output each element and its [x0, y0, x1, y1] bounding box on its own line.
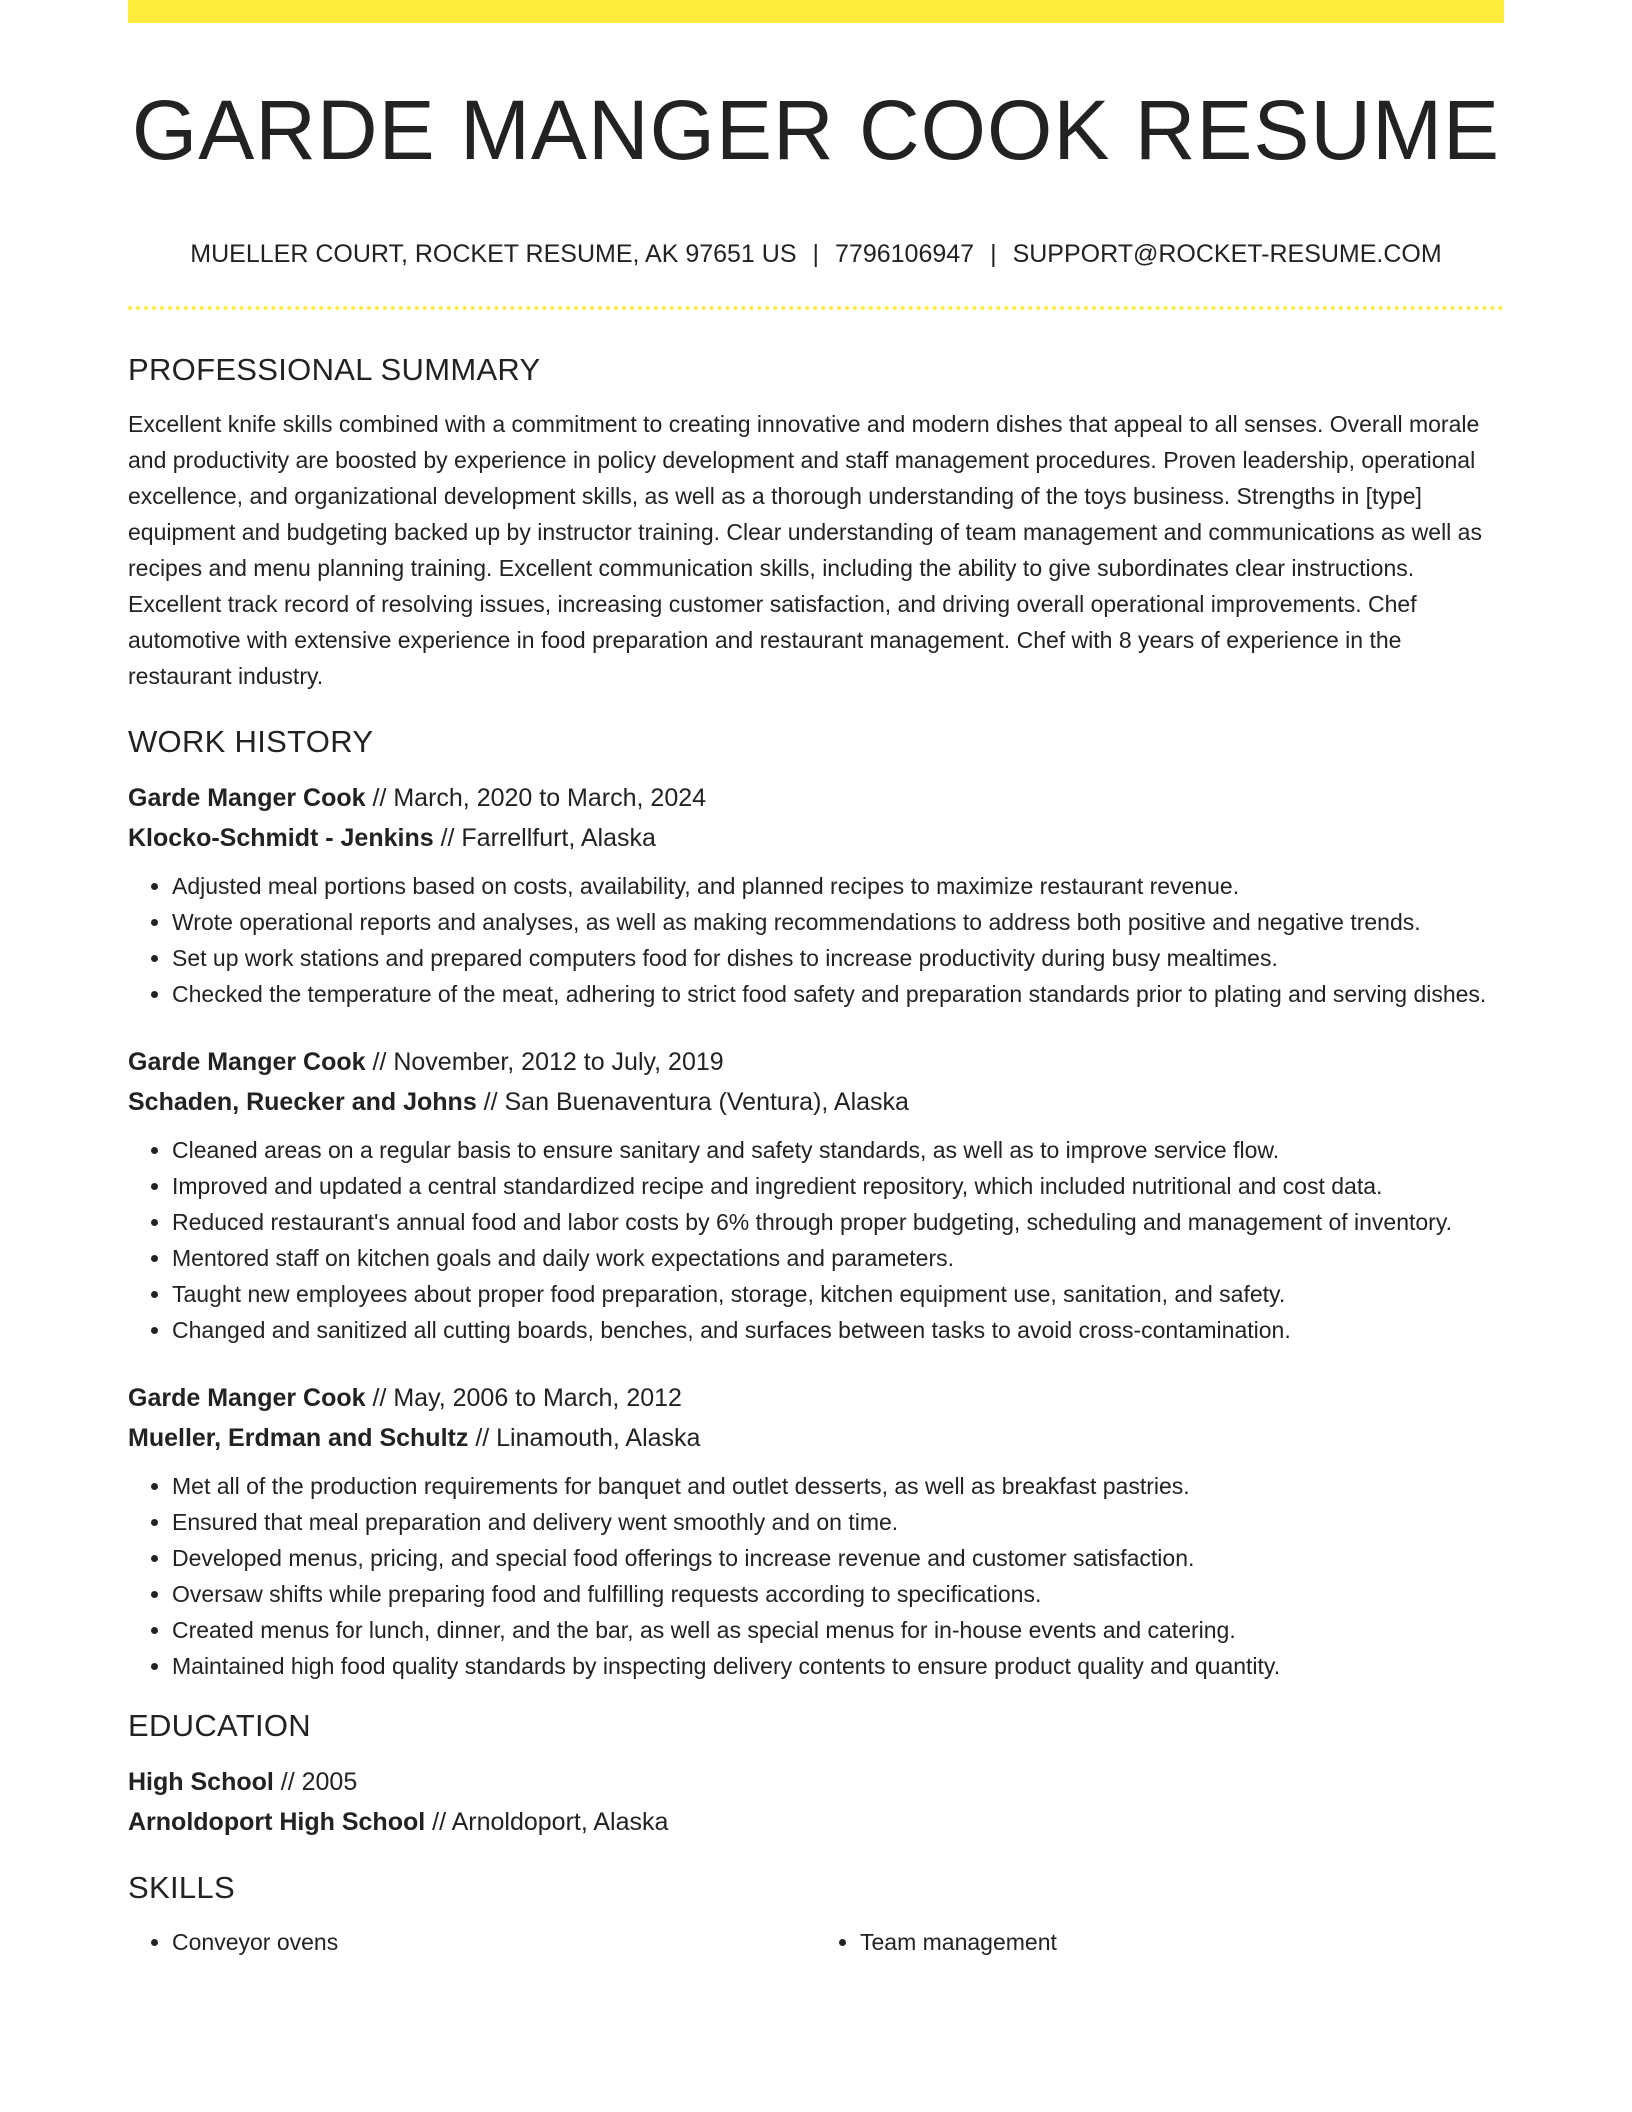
job-title-line [128, 1378, 1504, 1418]
job-company: Mueller, Erdman and Schultz [128, 1424, 469, 1452]
job-entry [128, 1042, 1504, 1348]
job-title: Garde Manger Cook [128, 1048, 366, 1076]
resume-title: GARDE MANGER COOK RESUME [131, 83, 1501, 177]
job-bullet: • Oversaw shifts while preparing food and fulfilling requests according to specifications. [172, 1576, 1504, 1612]
skills-left-list [128, 1924, 816, 1960]
education-school-line [128, 1802, 1504, 1842]
job-location: // Farrellfurt, Alaska [440, 824, 656, 852]
job-company-line [128, 1418, 1504, 1458]
job-bullet: • Set up work stations and prepared computers food for dishes to increase productivity during busy mealtimes. [172, 940, 1504, 976]
job-entry [128, 1378, 1504, 1684]
skill-item: • Conveyor ovens [172, 1924, 816, 1960]
job-bullet: • Checked the temperature of the meat, adhering to strict food safety and preparation standards prior to plating and serving dishes. [172, 976, 1504, 1012]
job-title: Garde Manger Cook [128, 1384, 366, 1412]
job-dates: // May, 2006 to March, 2012 [372, 1384, 682, 1412]
job-bullet: • Developed menus, pricing, and special food offerings to increase revenue and customer satisfaction. [172, 1540, 1504, 1576]
job-bullet: • Adjusted meal portions based on costs, availability, and planned recipes to maximize restaurant revenue. [172, 868, 1504, 904]
job-bullet: • Created menus for lunch, dinner, and the bar, as well as special menus for in-house events and catering. [172, 1612, 1504, 1648]
job-location: // San Buenaventura (Ventura), Alaska [483, 1088, 909, 1116]
contact-line [128, 236, 1504, 272]
education-year: // 2005 [280, 1768, 358, 1796]
job-bullet: • Wrote operational reports and analyses, as well as making recommendations to address both positive and negative trends. [172, 904, 1504, 940]
education-school: Arnoldoport High School [128, 1808, 426, 1836]
skills-right-list [816, 1924, 1504, 1960]
job-bullet: • Met all of the production requirements for banquet and outlet desserts, as well as breakfast pastries. [172, 1468, 1504, 1504]
job-bullet: • Reduced restaurant's annual food and labor costs by 6% through proper budgeting, scheduling and management of inventory. [172, 1204, 1504, 1240]
job-bullet: • Taught new employees about proper food preparation, storage, kitchen equipment use, sanitation, and safety. [172, 1276, 1504, 1312]
accent-bar [128, 0, 1504, 23]
job-location: // Linamouth, Alaska [475, 1424, 701, 1452]
job-bullets [128, 868, 1504, 1012]
skill-item: • Team management [860, 1924, 1504, 1960]
contact-email: SUPPORT@ROCKET-RESUME.COM [1012, 240, 1442, 268]
job-dates: // March, 2020 to March, 2024 [372, 784, 707, 812]
resume-body [128, 350, 1504, 1960]
contact-separator: | [812, 240, 820, 268]
job-bullet: • Improved and updated a central standardized recipe and ingredient repository, which included nutritional and cost data. [172, 1168, 1504, 1204]
contact-address: MUELLER COURT, ROCKET RESUME, AK 97651 US [190, 240, 797, 268]
skills-heading: SKILLS [128, 1870, 235, 1905]
education-degree-line [128, 1762, 1504, 1802]
contact-separator: | [990, 240, 997, 268]
education-degree: High School [128, 1768, 274, 1796]
job-entry [128, 778, 1504, 1012]
job-bullets [128, 1468, 1504, 1684]
education-entry [128, 1762, 1504, 1842]
job-company: Klocko-Schmidt - Jenkins [128, 824, 434, 852]
summary-text: Excellent knife skills combined with a commitment to creating innovative and modern dishes that appeal to all senses. Overall morale and productivity are boosted by experience in policy development and staff management procedures. Proven leadership, operational excellence, and organizational development skills, as well as a thorough understanding of the toys business. Strengths in [type] equipment and budgeting backed up by instructor training. Clear understanding of team management and communications as well as recipes and menu planning training. Excellent communication skills, including the ability to give subordinates clear instructions. Excellent track record of resolving issues, increasing customer satisfaction, and driving overall operational improvements. Chef automotive with extensive experience in food preparation and restaurant management. Chef with 8 years of experience in the restaurant industry. [128, 411, 1482, 689]
job-company: Schaden, Ruecker and Johns [128, 1088, 477, 1116]
job-dates: // November, 2012 to July, 2019 [372, 1048, 724, 1076]
job-bullet: • Mentored staff on kitchen goals and daily work expectations and parameters. [172, 1240, 1504, 1276]
job-bullet: • Maintained high food quality standards by inspecting delivery contents to ensure product quality and quantity. [172, 1648, 1504, 1684]
work-history-heading: WORK HISTORY [128, 724, 374, 759]
job-title-line [128, 778, 1504, 818]
summary-heading: PROFESSIONAL SUMMARY [128, 352, 541, 387]
job-bullets [128, 1132, 1504, 1348]
dotted-divider [128, 306, 1504, 310]
education-heading: EDUCATION [128, 1708, 311, 1743]
contact-phone: 7796106947 [835, 240, 975, 268]
job-bullet: • Cleaned areas on a regular basis to ensure sanitary and safety standards, as well as to improve service flow. [172, 1132, 1504, 1168]
job-title: Garde Manger Cook [128, 784, 366, 812]
skills-columns [128, 1924, 1504, 1960]
education-location: // Arnoldoport, Alaska [432, 1808, 669, 1836]
job-company-line [128, 1082, 1504, 1122]
job-title-line [128, 1042, 1504, 1082]
job-bullet: • Ensured that meal preparation and delivery went smoothly and on time. [172, 1504, 1504, 1540]
job-company-line [128, 818, 1504, 858]
job-bullet: • Changed and sanitized all cutting boards, benches, and surfaces between tasks to avoid cross-contamination. [172, 1312, 1504, 1348]
